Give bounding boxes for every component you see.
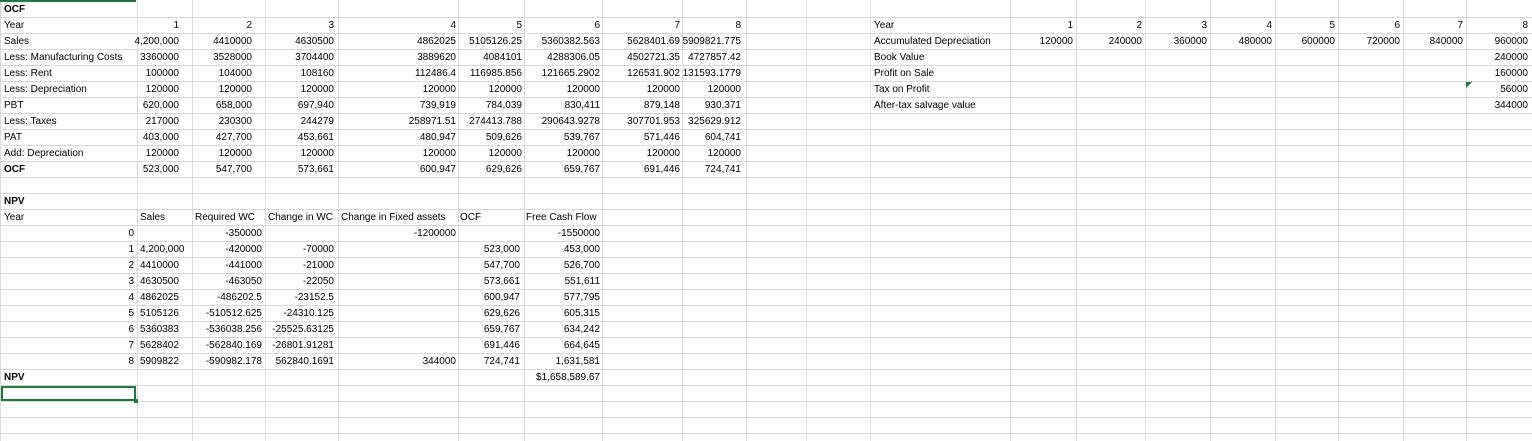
row-label[interactable]: Profit on Sale bbox=[874, 68, 935, 79]
value-cell[interactable]: 4,200,000 bbox=[140, 244, 185, 255]
value-cell[interactable]: 116985.856 bbox=[469, 68, 522, 79]
column-header[interactable]: Change in Fixed assets bbox=[341, 212, 446, 223]
value-cell[interactable]: 5628402 bbox=[140, 340, 179, 351]
value-cell[interactable]: 131593.1779 bbox=[682, 68, 741, 79]
value-cell[interactable]: 8 bbox=[128, 356, 134, 367]
row-gridline bbox=[0, 401, 1532, 402]
value-cell[interactable]: 1 bbox=[128, 244, 134, 255]
value-cell[interactable]: 4630500 bbox=[140, 276, 179, 287]
section-title-npv[interactable]: NPV bbox=[4, 196, 25, 207]
value-cell[interactable]: 691,446 bbox=[643, 164, 680, 175]
row-label[interactable]: Less: Rent bbox=[4, 68, 52, 79]
value-cell[interactable]: 480,947 bbox=[419, 132, 456, 143]
value-cell[interactable]: 658,000 bbox=[215, 100, 252, 111]
value-cell[interactable]: 691,446 bbox=[483, 340, 520, 351]
value-cell[interactable]: 4 bbox=[128, 292, 134, 303]
value-cell[interactable]: 551,611 bbox=[564, 276, 600, 287]
value-cell[interactable]: 120000 bbox=[707, 84, 741, 95]
value-cell[interactable]: 2 bbox=[246, 20, 252, 31]
value-cell[interactable]: 120000 bbox=[646, 148, 680, 159]
value-cell[interactable]: 100000 bbox=[145, 68, 179, 79]
value-cell[interactable] bbox=[346, 322, 456, 338]
value-cell[interactable]: 8 bbox=[1522, 20, 1528, 31]
value-cell[interactable]: 600,947 bbox=[419, 164, 456, 175]
row-label[interactable]: Year bbox=[4, 212, 25, 223]
value-cell[interactable]: 3 bbox=[1201, 20, 1207, 31]
value-cell[interactable]: 5 bbox=[516, 20, 522, 31]
value-cell[interactable]: -441000 bbox=[225, 260, 262, 271]
value-cell[interactable]: 217000 bbox=[145, 116, 179, 127]
value-cell[interactable]: 4630500 bbox=[295, 36, 334, 47]
value-cell[interactable]: 6 bbox=[1394, 20, 1400, 31]
value-cell[interactable]: 523,000 bbox=[142, 164, 179, 175]
value-cell[interactable]: 739,919 bbox=[419, 100, 456, 111]
value-cell[interactable] bbox=[346, 258, 456, 274]
column-gridline bbox=[1403, 0, 1404, 441]
value-cell[interactable]: 604,741 bbox=[704, 132, 741, 143]
value-cell[interactable]: 620,000 bbox=[142, 100, 179, 111]
row-label[interactable]: Less: Taxes bbox=[4, 116, 57, 127]
value-cell[interactable]: 274413.788 bbox=[469, 116, 522, 127]
value-cell[interactable]: -510512.625 bbox=[205, 308, 262, 319]
value-cell[interactable]: 724,741 bbox=[704, 164, 741, 175]
value-cell[interactable]: 120000 bbox=[145, 148, 179, 159]
value-cell[interactable]: 427,700 bbox=[215, 132, 252, 143]
value-cell[interactable]: 120000 bbox=[1039, 36, 1073, 47]
column-selection-indicator bbox=[0, 0, 136, 2]
value-cell[interactable]: 577,795 bbox=[563, 292, 600, 303]
value-cell[interactable]: 3360000 bbox=[140, 52, 179, 63]
value-cell[interactable]: 120000 bbox=[145, 84, 179, 95]
value-cell[interactable]: 290643.9278 bbox=[541, 116, 600, 127]
value-cell[interactable]: 4 bbox=[1266, 20, 1272, 31]
value-cell[interactable]: 120000 bbox=[488, 148, 522, 159]
value-cell[interactable]: 960000 bbox=[1494, 36, 1528, 47]
value-cell[interactable]: 784,039 bbox=[485, 100, 522, 111]
value-cell[interactable]: 403,000 bbox=[142, 132, 179, 143]
value-cell[interactable]: 3528000 bbox=[213, 52, 252, 63]
value-cell[interactable]: 4,200,000 bbox=[134, 36, 179, 47]
section-title-ocf[interactable]: OCF bbox=[4, 4, 26, 15]
value-cell[interactable]: 4410000 bbox=[140, 260, 179, 271]
value-cell[interactable]: 1,631,581 bbox=[555, 356, 600, 367]
value-cell[interactable] bbox=[346, 290, 456, 306]
value-cell[interactable]: -1200000 bbox=[413, 228, 456, 239]
value-cell[interactable]: 120000 bbox=[218, 84, 252, 95]
value-cell[interactable]: 5105126 bbox=[140, 308, 179, 319]
value-cell[interactable]: 5909821.775 bbox=[682, 36, 741, 47]
value-cell[interactable] bbox=[346, 338, 456, 354]
column-gridline bbox=[870, 0, 871, 441]
value-cell[interactable]: 6 bbox=[594, 20, 600, 31]
value-cell[interactable]: 1 bbox=[173, 20, 179, 31]
value-cell[interactable]: 5909822 bbox=[140, 356, 179, 367]
value-cell[interactable]: 126531.902 bbox=[627, 68, 680, 79]
column-header[interactable]: Required WC bbox=[195, 212, 256, 223]
value-cell[interactable] bbox=[346, 274, 456, 290]
value-cell[interactable]: -420000 bbox=[225, 244, 262, 255]
value-cell[interactable]: 2 bbox=[1136, 20, 1142, 31]
row-label[interactable]: Tax on Profit bbox=[874, 84, 930, 95]
value-cell[interactable]: 5 bbox=[1329, 20, 1335, 31]
value-cell[interactable]: 5 bbox=[128, 308, 134, 319]
row-gridline bbox=[0, 433, 1532, 434]
value-cell[interactable] bbox=[346, 242, 456, 258]
value-cell[interactable]: 930,371 bbox=[704, 100, 741, 111]
value-cell[interactable] bbox=[460, 226, 520, 242]
row-label[interactable]: PBT bbox=[4, 100, 24, 111]
value-cell[interactable]: -486202.5 bbox=[216, 292, 262, 303]
column-header[interactable]: Sales bbox=[140, 212, 166, 223]
value-cell[interactable]: 453,000 bbox=[563, 244, 600, 255]
value-cell[interactable]: 360000 bbox=[1173, 36, 1207, 47]
column-gridline bbox=[746, 0, 747, 441]
value-cell[interactable]: 4 bbox=[450, 20, 456, 31]
column-gridline bbox=[1210, 0, 1211, 441]
value-cell[interactable]: 523,000 bbox=[483, 244, 520, 255]
value-cell[interactable]: 3 bbox=[128, 276, 134, 287]
value-cell[interactable]: 8 bbox=[735, 20, 741, 31]
column-gridline bbox=[1076, 0, 1077, 441]
value-cell[interactable]: 120000 bbox=[300, 84, 334, 95]
value-cell[interactable]: 4862025 bbox=[417, 36, 456, 47]
value-cell[interactable]: 573,661 bbox=[483, 276, 520, 287]
row-label[interactable]: Sales bbox=[4, 36, 30, 47]
value-cell[interactable]: -590982.178 bbox=[205, 356, 262, 367]
value-cell[interactable]: -463050 bbox=[225, 276, 262, 287]
value-cell[interactable]: 7 bbox=[128, 340, 134, 351]
value-cell[interactable]: 120000 bbox=[646, 84, 680, 95]
value-cell[interactable]: -24310.125 bbox=[283, 308, 334, 319]
column-gridline bbox=[1275, 0, 1276, 441]
value-cell[interactable]: 120000 bbox=[707, 148, 741, 159]
value-cell[interactable]: 526,700 bbox=[563, 260, 600, 271]
row-label[interactable]: Less: Manufacturing Costs bbox=[4, 52, 123, 63]
column-header[interactable]: Change in WC bbox=[268, 212, 334, 223]
value-cell[interactable]: 0 bbox=[128, 228, 134, 239]
value-cell[interactable]: 634,242 bbox=[563, 324, 600, 335]
row-gridline bbox=[0, 417, 1532, 418]
value-cell[interactable]: 120000 bbox=[566, 148, 600, 159]
value-cell[interactable]: 4084101 bbox=[483, 52, 522, 63]
column-gridline bbox=[1145, 0, 1146, 441]
value-cell[interactable]: -26801.91281 bbox=[272, 340, 334, 351]
value-cell[interactable]: 307701.953 bbox=[627, 116, 680, 127]
value-cell[interactable]: 344000 bbox=[1494, 100, 1528, 111]
value-cell[interactable]: 659,767 bbox=[563, 164, 600, 175]
value-cell[interactable]: 4502721.35 bbox=[627, 52, 680, 63]
value-cell[interactable]: 120000 bbox=[422, 148, 456, 159]
value-cell[interactable]: 3 bbox=[328, 20, 334, 31]
value-cell[interactable]: 453,661 bbox=[297, 132, 334, 143]
value-cell[interactable]: 879,148 bbox=[643, 100, 680, 111]
row-label[interactable]: Year bbox=[4, 20, 25, 31]
value-cell[interactable] bbox=[346, 306, 456, 322]
value-cell[interactable]: 240000 bbox=[1494, 52, 1528, 63]
value-cell[interactable]: -25525.63125 bbox=[272, 324, 334, 335]
fill-handle[interactable] bbox=[134, 399, 138, 403]
value-cell[interactable]: 4862025 bbox=[140, 292, 179, 303]
cell-error-indicator bbox=[1466, 82, 1472, 88]
column-gridline bbox=[1466, 0, 1467, 441]
value-cell[interactable]: 120000 bbox=[566, 84, 600, 95]
value-cell[interactable]: 659,767 bbox=[483, 324, 520, 335]
column-header[interactable]: Free Cash Flow bbox=[526, 212, 597, 223]
value-cell[interactable]: 108160 bbox=[300, 68, 334, 79]
value-cell[interactable]: 120000 bbox=[218, 148, 252, 159]
value-cell[interactable]: 573,661 bbox=[297, 164, 334, 175]
value-cell[interactable]: 600000 bbox=[1301, 36, 1335, 47]
value-cell[interactable]: 509,626 bbox=[485, 132, 522, 143]
value-cell[interactable]: 3889620 bbox=[417, 52, 456, 63]
value-cell[interactable]: 720000 bbox=[1366, 36, 1400, 47]
value-cell[interactable]: 230300 bbox=[218, 116, 252, 127]
value-cell[interactable]: -70000 bbox=[302, 244, 334, 255]
column-header[interactable]: OCF bbox=[460, 212, 482, 223]
value-cell[interactable]: 5105126.25 bbox=[469, 36, 522, 47]
value-cell[interactable]: 571,446 bbox=[643, 132, 680, 143]
value-cell[interactable]: 344000 bbox=[422, 356, 456, 367]
row-label[interactable]: Less: Depreciation bbox=[4, 84, 87, 95]
value-cell[interactable]: 840000 bbox=[1429, 36, 1463, 47]
column-gridline bbox=[1338, 0, 1339, 441]
value-cell[interactable] bbox=[140, 226, 195, 242]
value-cell[interactable]: 4410000 bbox=[213, 36, 252, 47]
value-cell[interactable]: 258971.51 bbox=[408, 116, 456, 127]
value-cell[interactable]: 2 bbox=[128, 260, 134, 271]
value-cell[interactable]: 325629.912 bbox=[688, 116, 741, 127]
value-cell[interactable]: -562840.169 bbox=[205, 340, 262, 351]
row-label[interactable]: PAT bbox=[4, 132, 22, 143]
value-cell[interactable]: 7 bbox=[1457, 20, 1463, 31]
value-cell[interactable]: -1550000 bbox=[557, 228, 600, 239]
value-cell[interactable]: 160000 bbox=[1494, 68, 1528, 79]
value-cell[interactable]: 629,626 bbox=[483, 308, 520, 319]
value-cell[interactable]: 3704400 bbox=[295, 52, 334, 63]
value-cell[interactable]: 724,741 bbox=[483, 356, 520, 367]
value-cell[interactable]: -21000 bbox=[302, 260, 334, 271]
row-gridline bbox=[0, 193, 1532, 194]
value-cell[interactable]: 120000 bbox=[300, 148, 334, 159]
row-label[interactable]: Book Value bbox=[874, 52, 925, 63]
value-cell[interactable]: -22050 bbox=[302, 276, 334, 287]
row-label[interactable]: Accumulated Depreciation bbox=[874, 36, 991, 47]
value-cell[interactable]: -536038.256 bbox=[205, 324, 262, 335]
npv-total-value[interactable]: $1,658,589.67 bbox=[536, 372, 600, 383]
value-cell[interactable]: 5360382.563 bbox=[541, 36, 600, 47]
value-cell[interactable]: 547,700 bbox=[483, 260, 520, 271]
value-cell[interactable]: 120000 bbox=[488, 84, 522, 95]
column-gridline bbox=[806, 0, 807, 441]
value-cell[interactable]: 120000 bbox=[422, 84, 456, 95]
active-cell-selection[interactable] bbox=[1, 386, 136, 401]
value-cell[interactable]: 1 bbox=[1067, 20, 1073, 31]
value-cell[interactable]: 5628401.69 bbox=[627, 36, 680, 47]
value-cell[interactable]: 562840.1691 bbox=[275, 356, 334, 367]
value-cell[interactable]: -23152.5 bbox=[294, 292, 334, 303]
row-label[interactable]: OCF bbox=[4, 164, 26, 175]
value-cell[interactable]: 240000 bbox=[1108, 36, 1142, 47]
value-cell[interactable]: 56000 bbox=[1500, 84, 1528, 95]
value-cell[interactable]: 112486.4 bbox=[415, 68, 456, 79]
value-cell[interactable]: 7 bbox=[674, 20, 680, 31]
value-cell[interactable]: 547,700 bbox=[215, 164, 252, 175]
value-cell[interactable]: 605,315 bbox=[563, 308, 600, 319]
column-gridline bbox=[0, 0, 1, 441]
value-cell[interactable]: 664,645 bbox=[563, 340, 600, 351]
value-cell[interactable]: 5360383 bbox=[140, 324, 179, 335]
row-label[interactable]: After-tax salvage value bbox=[874, 100, 976, 111]
value-cell[interactable]: 104000 bbox=[218, 68, 252, 79]
value-cell[interactable]: -350000 bbox=[225, 228, 262, 239]
value-cell[interactable]: 697,940 bbox=[297, 100, 334, 111]
value-cell[interactable]: 4288306.05 bbox=[547, 52, 600, 63]
row-label[interactable]: Year bbox=[874, 20, 895, 31]
column-gridline bbox=[1010, 0, 1011, 441]
value-cell[interactable]: 4727857.42 bbox=[688, 52, 741, 63]
npv-label[interactable]: NPV bbox=[4, 372, 25, 383]
value-cell[interactable]: 539,767 bbox=[563, 132, 600, 143]
value-cell[interactable]: 480000 bbox=[1238, 36, 1272, 47]
value-cell[interactable]: 121665.2902 bbox=[541, 68, 600, 79]
value-cell[interactable]: 830,411 bbox=[564, 100, 600, 111]
value-cell[interactable]: 6 bbox=[128, 324, 134, 335]
row-gridline bbox=[0, 385, 1532, 386]
value-cell[interactable]: 629,626 bbox=[485, 164, 522, 175]
value-cell[interactable]: 600,947 bbox=[483, 292, 520, 303]
value-cell[interactable] bbox=[264, 226, 334, 242]
value-cell[interactable]: 244279 bbox=[300, 116, 334, 127]
row-label[interactable]: Add: Depreciation bbox=[4, 148, 84, 159]
